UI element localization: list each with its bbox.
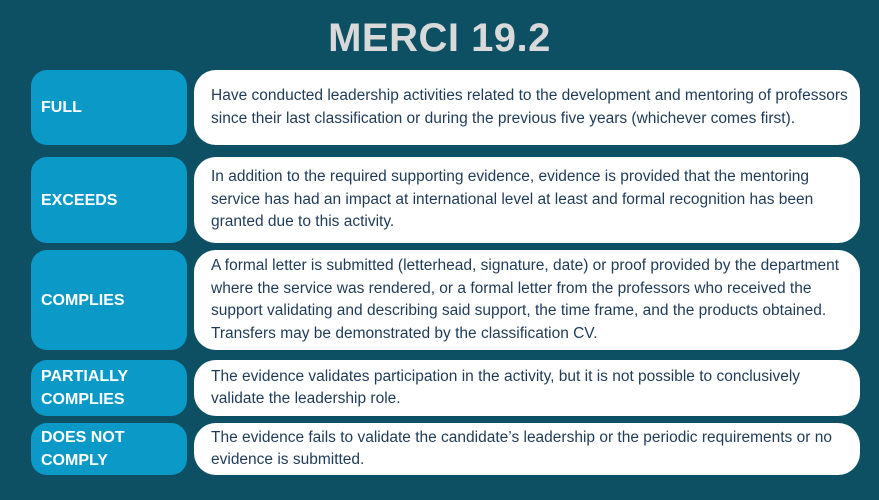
rating-label-text: PARTIALLY COMPLIES [41,368,128,408]
rating-description-text: Have conducted leadership activities related to the development and mentoring of professors since their last classification or during the previous five years (whichever comes first). [211,87,848,127]
rating-label-text: EXCEEDS [41,191,118,209]
rating-description-text: In addition to the required supporting evidence, evidence is provided that the mentoring service has had an impact at international level at least and formal recognition has been granted due to this activity. [211,168,814,231]
rating-label-complies [31,250,187,350]
rating-label-text: DOES NOT COMPLY [41,429,125,469]
rating-label-text: FULL [41,99,82,116]
rating-description-partially-complies [194,360,860,416]
rating-description-text: The evidence validates participation in the activity, but it is not possible to conclusively validate the leadership role. [211,367,801,407]
rating-label-text: COMPLIES [41,291,125,309]
rating-label-does-not-comply [31,423,187,475]
rating-row-complies [31,250,861,350]
rating-description-text: The evidence fails to validate the candidate’s leadership or the periodic requirements or no evidence is submitted. [211,428,832,468]
page-title: MERCI 19.2 [328,16,551,60]
rating-row-partially-complies [31,360,861,416]
rating-description-exceeds [194,157,860,243]
rating-description-complies [194,250,860,350]
rating-row-does-not-comply [31,423,861,475]
rating-description-text: A formal letter is submitted (letterhead, signature, date) or proof provided by the department where the service was rendered, or a formal letter from the professors who received the support validating and describing said support, the time frame, and the products obtained. Transfers may be demonstrated by the classification CV. [211,257,840,342]
rating-label-partially-complies [31,360,187,416]
rating-label-exceeds [31,157,187,243]
rating-description-full [194,70,860,145]
rating-row-exceeds [31,157,861,243]
rating-label-full [31,70,187,145]
rating-description-does-not-comply [194,423,860,475]
rating-row-full [31,70,861,145]
